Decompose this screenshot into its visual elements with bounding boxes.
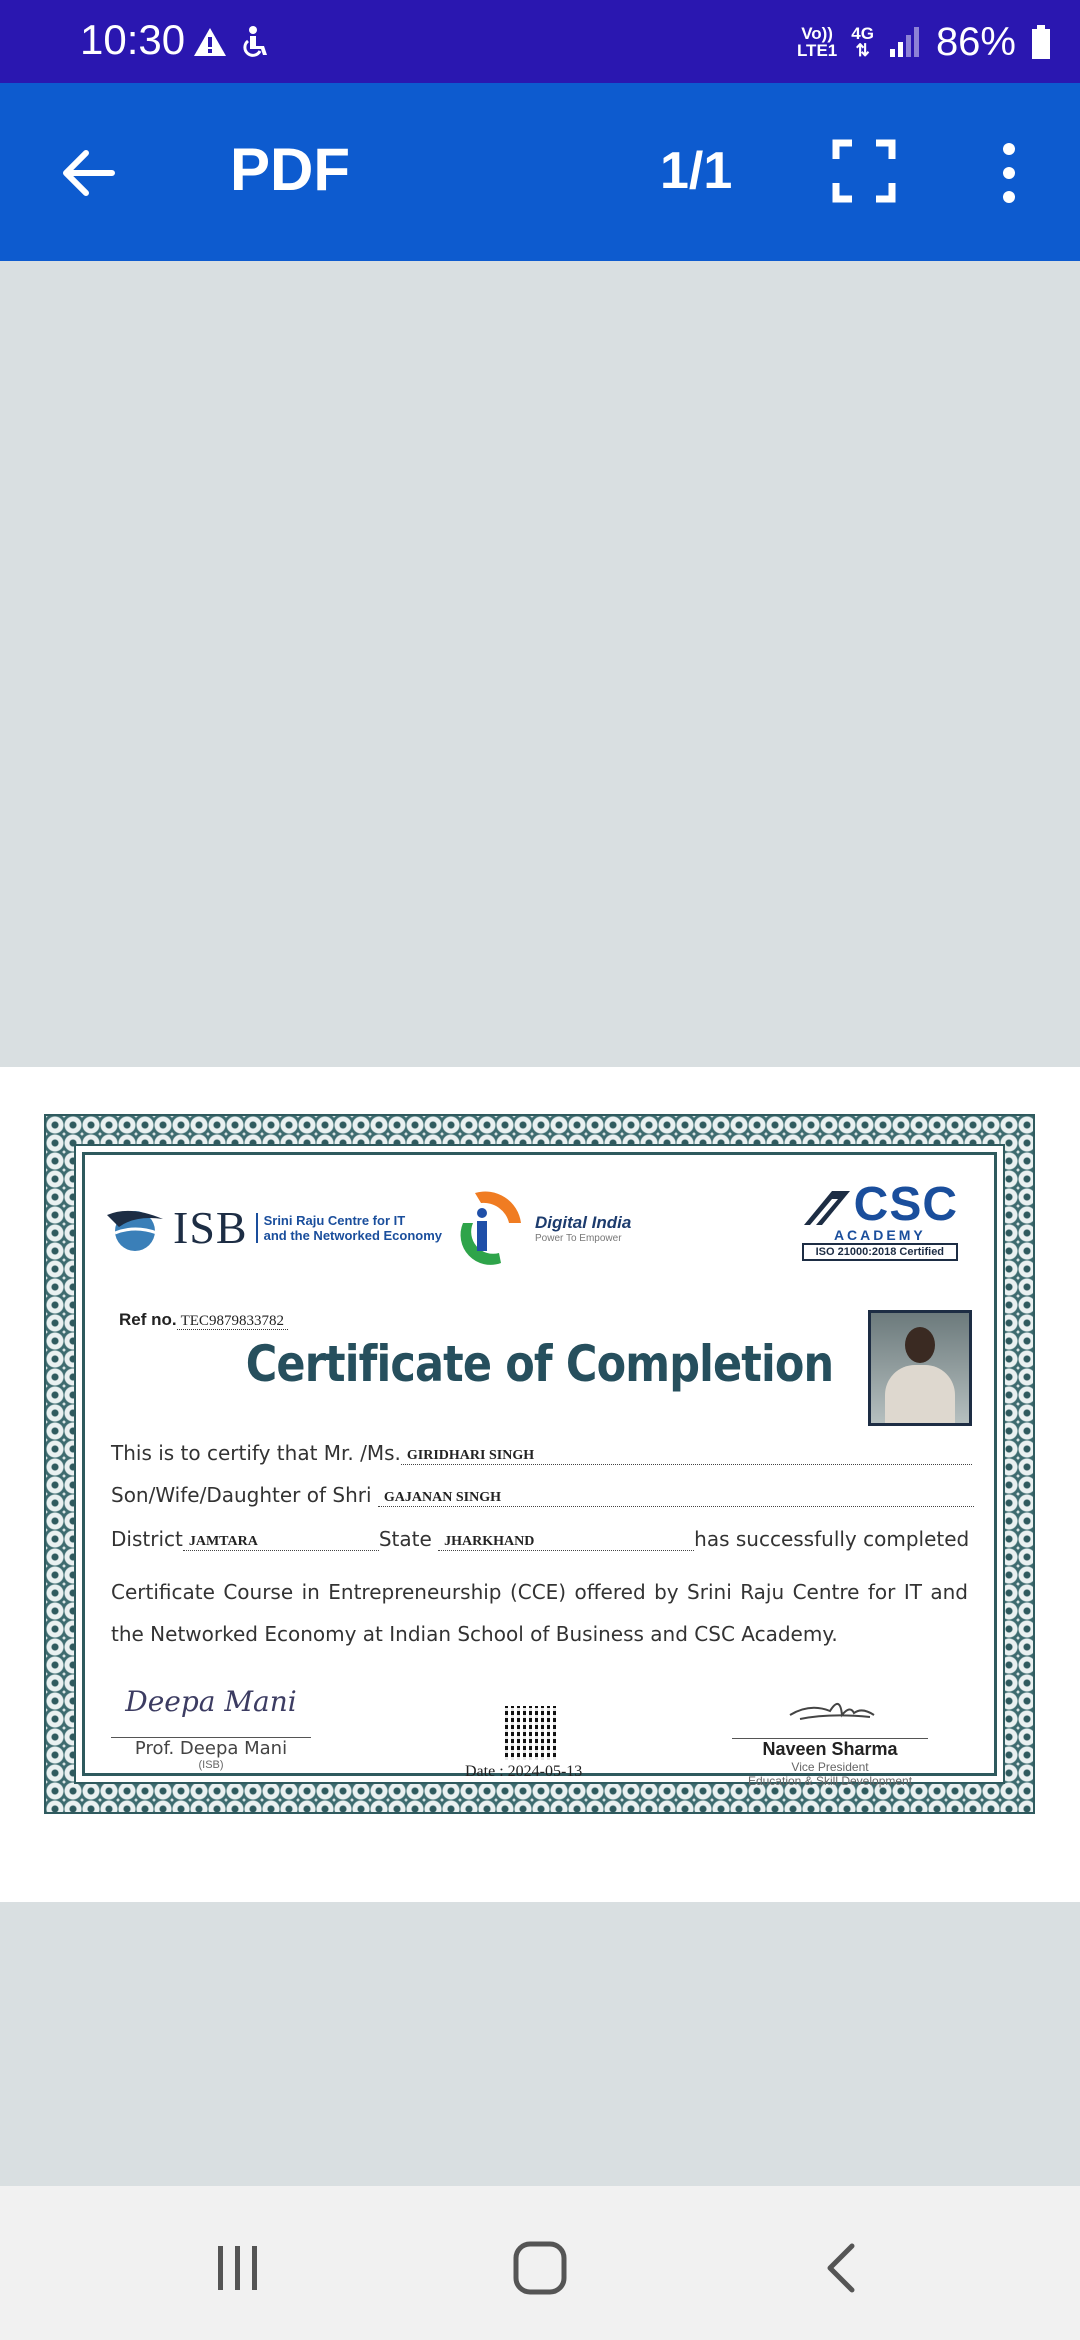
isb-subtitle (256, 1213, 442, 1243)
right-signatory-role-2: Education & Skill Development (747, 1774, 913, 1788)
isb-bird-icon (105, 1203, 165, 1253)
status-bar (0, 0, 1080, 83)
district-label: District (111, 1527, 183, 1551)
issue-date: Date : 2024-05-13 (465, 1763, 583, 1780)
system-nav-bar (0, 2186, 1080, 2340)
pdf-page[interactable] (0, 1067, 1080, 1902)
app-toolbar (0, 83, 1080, 261)
right-signatory-name: Naveen Sharma (762, 1739, 898, 1759)
digital-india-emblem-icon (453, 1183, 531, 1273)
left-signatory-org: (ISB) (198, 1759, 224, 1771)
digital-india-name: Digital India (535, 1212, 632, 1232)
certificate-body (82, 1152, 997, 1788)
course-paragraph: Certificate Course in Entrepreneurship (CCE) offered by Srini Raju Centre for IT and the Networked Economy at Indian School of Business and CSC Academy. (111, 1580, 968, 1646)
photo-torso (885, 1365, 955, 1423)
left-signature-block (111, 1685, 311, 1771)
recipient-name: GIRIDHARI SINGH (401, 1448, 972, 1465)
state-value: JHARKHAND (438, 1534, 694, 1551)
volte-indicator (797, 25, 837, 59)
isb-logo (105, 1201, 442, 1254)
certify-line (111, 1441, 968, 1465)
more-vert-icon[interactable] (994, 141, 1024, 205)
reference-number (119, 1310, 288, 1330)
parent-name: GAJANAN SINGH (378, 1490, 974, 1507)
right-signature-icon (770, 1685, 890, 1731)
csc-roof-icon (802, 1187, 852, 1227)
certificate (44, 1114, 1035, 1814)
certify-prefix: This is to certify that Mr. /Ms. (111, 1441, 401, 1465)
lte-label: LTE1 (796, 41, 838, 60)
recent-apps-icon[interactable] (208, 2238, 268, 2298)
back-arrow-icon[interactable] (56, 141, 120, 205)
isb-subtitle-line1: Srini Raju Centre for IT (263, 1212, 406, 1228)
completion-text: has successfully completed (694, 1527, 970, 1551)
right-signature-block (732, 1685, 928, 1788)
status-time: 10:30 (80, 16, 186, 63)
page-indicator: 1/1 (660, 142, 733, 200)
location-line (111, 1527, 968, 1551)
signal-icon (888, 25, 922, 59)
isb-subtitle-line2: and the Networked Economy (263, 1227, 443, 1243)
data-arrows-icon: ⇅ (855, 41, 870, 60)
toolbar-title: PDF (230, 136, 350, 203)
relation-prefix: Son/Wife/Daughter of Shri (111, 1483, 372, 1507)
network-type-label: 4G (851, 24, 874, 43)
battery-percent: 86% (935, 19, 1016, 64)
ref-label: Ref no. (119, 1310, 177, 1329)
ref-value: TEC9879833782 (177, 1313, 288, 1330)
csc-iso-badge: ISO 21000:2018 Certified (802, 1243, 958, 1261)
status-notification-icons (192, 22, 270, 62)
isb-logo-text: ISB (173, 1202, 248, 1253)
recipient-photo (868, 1310, 972, 1426)
accessibility-icon (240, 25, 270, 59)
warning-icon (192, 26, 228, 58)
pdf-viewer[interactable] (0, 261, 1080, 2186)
csc-academy-label: ACADEMY (833, 1227, 926, 1243)
district-value: JAMTARA (183, 1534, 379, 1551)
left-signatory-name: Prof. Deepa Mani (134, 1738, 288, 1759)
qr-code (505, 1706, 559, 1760)
status-right-icons (797, 14, 1052, 70)
photo-head (905, 1327, 935, 1363)
right-signatory-role-1: Vice President (791, 1760, 869, 1774)
network-type-indicator (851, 25, 874, 59)
certificate-title: Certificate of Completion (245, 1335, 834, 1393)
back-icon[interactable] (814, 2238, 874, 2298)
relation-line (111, 1483, 968, 1507)
digital-india-tagline: Power To Empower (535, 1232, 622, 1244)
home-icon[interactable] (510, 2238, 570, 2298)
csc-logo-text: CSC (853, 1178, 958, 1231)
volte-label: Vo)) (801, 24, 833, 43)
csc-academy-logo (802, 1178, 958, 1261)
left-signature: Deepa Mani (125, 1685, 297, 1718)
fullscreen-icon[interactable] (832, 139, 896, 203)
state-label: State (378, 1527, 432, 1551)
battery-icon (1030, 24, 1052, 60)
digital-india-logo (453, 1183, 631, 1273)
